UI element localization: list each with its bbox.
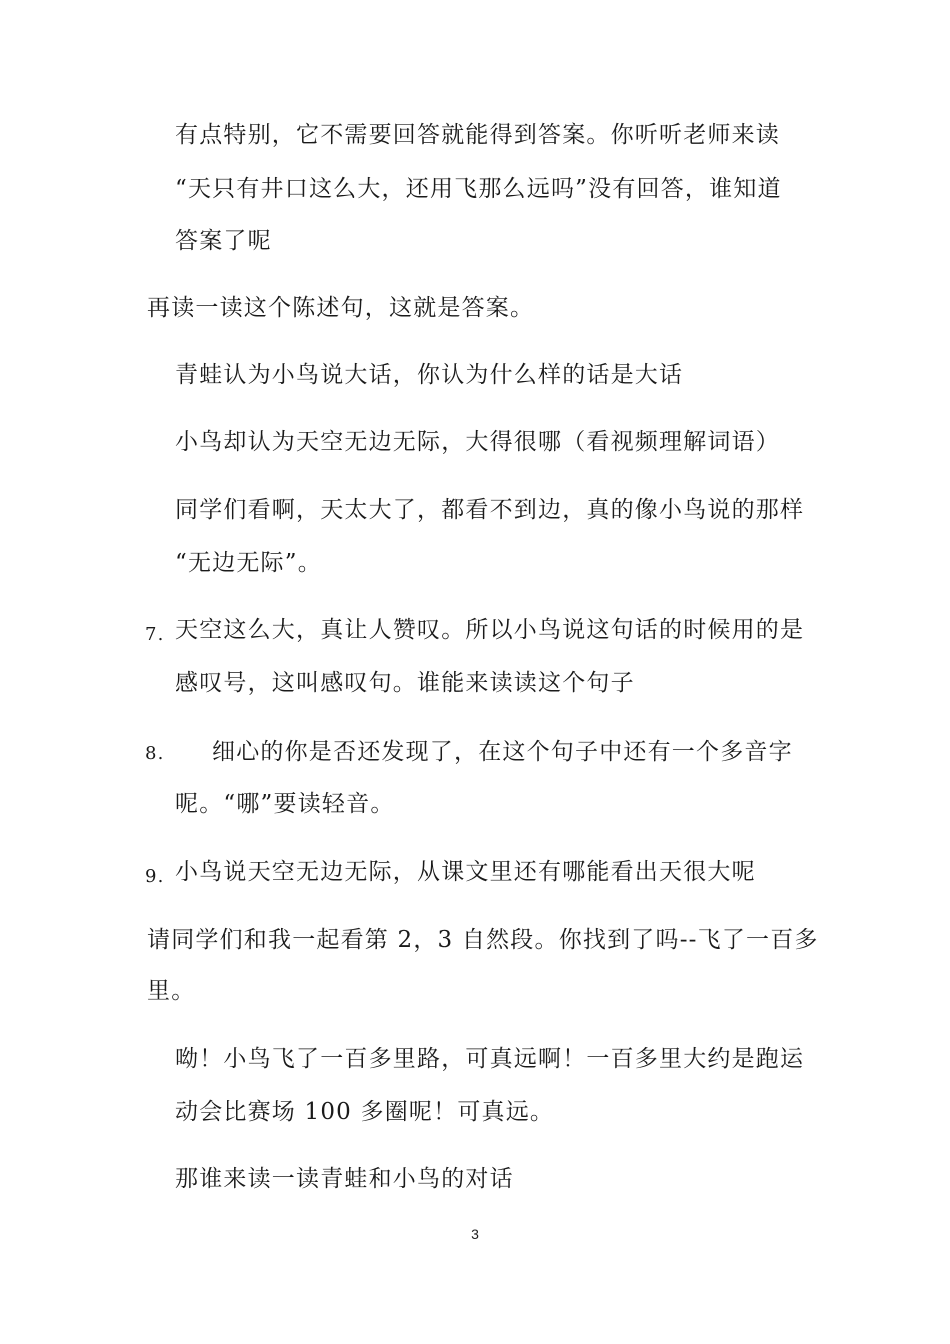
- paragraph-line: 请同学们和我一起看第 2，3 自然段。你找到了吗--飞了一百多: [147, 927, 819, 953]
- list-number: [145, 860, 165, 892]
- paragraph-line: 小鸟却认为天空无边无际，大得很哪（看视频理解词语）: [175, 429, 780, 455]
- list-number: [145, 737, 165, 769]
- paragraph-line: 同学们看啊，天太大了，都看不到边，真的像小鸟说的那样: [175, 497, 805, 523]
- list-number: [145, 618, 165, 650]
- paragraph-line: 那谁来读一读青蛙和小鸟的对话: [175, 1166, 514, 1192]
- paragraph-line: 小鸟说天空无边无际，从课文里还有哪能看出天很大呢: [175, 859, 756, 885]
- paragraph-line: “天只有井口这么大，还用飞那么远吗”没有回答，谁知道: [175, 176, 782, 202]
- paragraph-line: “无边无际”。: [175, 550, 322, 576]
- paragraph-line: 呦！小鸟飞了一百多里路，可真远啊！一百多里大约是跑运: [175, 1046, 805, 1072]
- paragraph-line: 细心的你是否还发现了，在这个句子中还有一个多音字: [212, 739, 793, 765]
- list-number-9: 9.: [145, 866, 165, 887]
- paragraph-line: 动会比赛场 100 多圈呢！可真远。: [175, 1099, 555, 1125]
- paragraph-line: 有点特别，它不需要回答就能得到答案。你听听老师来读: [175, 122, 780, 148]
- paragraph-line: 里。: [147, 978, 196, 1004]
- list-number-7: 7.: [145, 624, 165, 645]
- paragraph-line: 天空这么大，真让人赞叹。所以小鸟说这句话的时候用的是: [175, 617, 805, 643]
- paragraph-line: 再读一读这个陈述句，这就是答案。: [147, 295, 535, 321]
- list-number-8: 8.: [145, 743, 165, 764]
- paragraph-line: 答案了呢: [175, 228, 272, 254]
- page-number: 3: [471, 1226, 479, 1242]
- paragraph-line: 青蛙认为小鸟说大话，你认为什么样的话是大话: [175, 362, 684, 388]
- paragraph-line: 呢。“哪”要读轻音。: [175, 791, 395, 817]
- paragraph-line: 感叹号，这叫感叹句。谁能来读读这个句子: [175, 670, 635, 696]
